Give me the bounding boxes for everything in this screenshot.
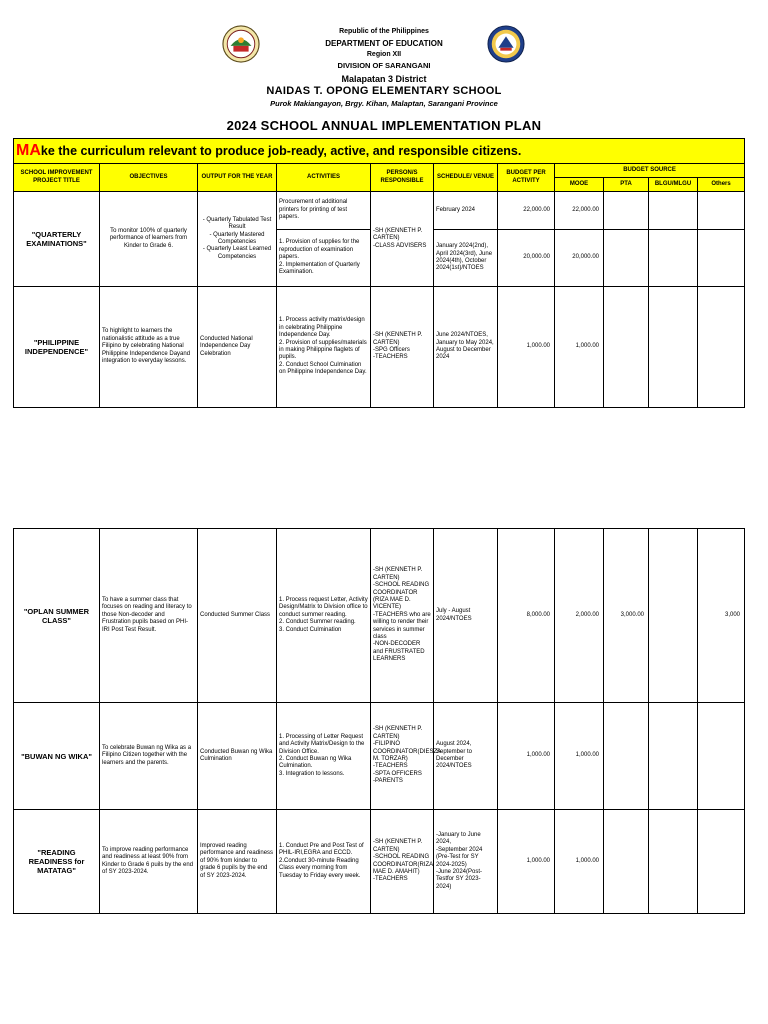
activity-cell: Procurement of additional printers for printing of test papers. [277, 192, 371, 230]
region-text: Region XII [366, 51, 402, 58]
output-cell: Conducted Buwan ng Wika Culmination [198, 703, 277, 810]
pta-cell: 3,000.00 [604, 529, 649, 703]
others-cell [698, 192, 745, 230]
school-address: Purok Makiangayon, Brgy. Kihan, Malaptan, Sarangani Province [270, 99, 498, 108]
header-row [14, 164, 745, 178]
project-title: "PHILIPPINE INDEPENDENCE" [14, 287, 100, 408]
others-cell [698, 703, 745, 810]
blgu-cell [649, 192, 698, 230]
plan-title: 2024 SCHOOL ANNUAL IMPLEMENTATION PLAN [226, 118, 542, 133]
pta-cell [604, 230, 649, 287]
pta-cell [604, 810, 649, 914]
col-pta: PTA [604, 178, 649, 192]
mooe-cell: 20,000.00 [555, 230, 604, 287]
budget-cell: 20,000.00 [498, 230, 555, 287]
activities-cell: 1. Process activity matrix/design in celebrating Philippine Independence Day. 2. Provision of supplies/materials in making Philippine flaglets of pupils. 2. Conduct School Culmination on Philippine Independence Day. [277, 287, 371, 408]
objectives-cell: To improve reading performance and readiness at least 90% from Kinder to Grade 6 puils by the end of SY 2023-2024. [100, 810, 198, 914]
schedule-cell: February 2024 [434, 192, 498, 230]
col-budget-source: BUDGET SOURCE [555, 164, 745, 178]
mooe-cell: 2,000.00 [555, 529, 604, 703]
project-title: "QUARTERLY EXAMINATIONS" [14, 192, 100, 287]
schedule-cell: January 2024(2nd), April 2024(3rd), June 2024(4th), October 2024(1st)/NTOES [434, 230, 498, 287]
mooe-cell: 1,000.00 [555, 287, 604, 408]
pta-cell [604, 287, 649, 408]
persons-cell: -SH (KENNETH P. CARTEN) -SPG Officers -TEACHERS [371, 287, 434, 408]
others-cell: 3,000 [698, 529, 745, 703]
document-header [0, 26, 768, 109]
budget-cell: 1,000.00 [498, 287, 555, 408]
pta-cell [604, 703, 649, 810]
table-row [14, 192, 745, 230]
others-cell [698, 810, 745, 914]
objectives-cell: To highlight to learners the nationalistic attitude as a true Filipino by celebrating National Philippine Independence Dayand integration to everyday lessons. [100, 287, 198, 408]
goal-statement [14, 139, 745, 164]
persons-cell: -SH (KENNETH P. CARTEN) -CLASS ADVISERS [371, 192, 434, 287]
persons-cell: -SH (KENNETH P. CARTEN) -FILIPINO COORDINATOR(DIESZA M. TORZAR) -TEACHERS -SPTA OFFICERS -PARENTS [371, 703, 434, 810]
implementation-plan-table-2 [13, 528, 745, 914]
objectives-cell: To have a summer class that focuses on reading and literacy to those Non-decoder and Frustration pupils based on PHI-IRI Post Test Result. [100, 529, 198, 703]
table-row [14, 703, 745, 810]
school-name: NAIDAS T. OPONG ELEMENTARY SCHOOL [266, 85, 502, 97]
pta-cell [604, 192, 649, 230]
activity-cell: 1. Provision of supplies for the reproduction of examination papers. 2. Implementation of Quarterly Examination. [277, 230, 371, 287]
blgu-cell [649, 230, 698, 287]
objectives-cell: To monitor 100% of quarterly performance of learners from Kinder to Grade 6. [100, 192, 198, 287]
col-project-title: SCHOOL IMPROVEMENT PROJECT TITLE [14, 164, 100, 192]
blgu-cell [649, 529, 698, 703]
col-schedule: SCHEDULE/ VENUE [434, 164, 498, 192]
table-row [14, 287, 745, 408]
schedule-cell: July - August 2024/NTOES [434, 529, 498, 703]
output-cell: Conducted Summer Class [198, 529, 277, 703]
budget-cell: 1,000.00 [498, 810, 555, 914]
others-cell [698, 287, 745, 408]
activities-cell: 1. Process request Letter, Activity Design/Matrix to Division office to conduct summer reading. 2. Conduct Summer reading. 3. Conduct Culmination [277, 529, 371, 703]
goal-rest: ke the curriculum relevant to produce job-ready, active, and responsible citizens. [40, 144, 522, 158]
district-text: Malapatan 3 District [341, 74, 427, 84]
col-others: Others [698, 178, 745, 192]
mooe-cell: 1,000.00 [555, 810, 604, 914]
col-output: OUTPUT FOR THE YEAR [198, 164, 277, 192]
mooe-cell: 1,000.00 [555, 703, 604, 810]
activities-cell: 1. Processing of Letter Request and Activity Matrix/Design to the Division Office. 2. Conduct Buwan ng Wika Culmination. 3. Integration to lessons. [277, 703, 371, 810]
schedule-cell: June 2024/NTOES, January to May 2024, August to December 2024 [434, 287, 498, 408]
department-text: DEPARTMENT OF EDUCATION [325, 39, 443, 48]
schedule-cell: August 2024, September to December 2024/NTOES [434, 703, 498, 810]
output-cell: Improved reading performance and readiness of 90% from kinder to grade 6 pupils by the end of SY 2023-2024. [198, 810, 277, 914]
schedule-cell: -January to June 2024, -September 2024 (Pre-Test for SY 2024-2025) -June 2024(Post-Testfor SY 2023-2024) [434, 810, 498, 914]
persons-cell: -SH (KENNETH P. CARTEN) -SCHOOL READING COORDINATOR (RIZA MAE D. VICENTE) -TEACHERS who are willing to render their services in summer class -NON-DECODER and FRUSTRATED LEARNERS [371, 529, 434, 703]
mooe-cell: 22,000.00 [555, 192, 604, 230]
project-title: "OPLAN SUMMER CLASS" [14, 529, 100, 703]
table-row [14, 810, 745, 914]
blgu-cell [649, 287, 698, 408]
others-cell [698, 230, 745, 287]
table-row [14, 529, 745, 703]
goal-prefix: MA [16, 142, 41, 159]
persons-cell: -SH (KENNETH P. CARTEN) -SCHOOL READING COORDINATOR(RIZA MAE D. AMAHIT) -TEACHERS [371, 810, 434, 914]
blgu-cell [649, 703, 698, 810]
col-blgu: BLGU/MLGU [649, 178, 698, 192]
budget-cell: 8,000.00 [498, 529, 555, 703]
col-budget-per-activity: BUDGET PER ACTIVITY [498, 164, 555, 192]
division-text: DIVISION OF SARANGANI [337, 61, 431, 70]
output-cell: Conducted National Independence Day Celebration [198, 287, 277, 408]
col-persons: PERSON/S RESPONSIBLE [371, 164, 434, 192]
budget-cell: 1,000.00 [498, 703, 555, 810]
project-title: "READING READINESS for MATATAG" [14, 810, 100, 914]
activities-cell: 1. Conduct Pre and Post Test of PHIL-IRI,EGRA and ECCD. 2.Conduct 30-minute Reading Class every morning from Tuesday to Friday every week. [277, 810, 371, 914]
objectives-cell: To celebrate Buwan ng Wika as a Filipino Citizen together with the learners and the parents. [100, 703, 198, 810]
republic-text: Republic of the Philippines [339, 28, 429, 35]
implementation-plan-table-1 [13, 138, 745, 408]
output-cell: - Quarterly Tabulated Test Result - Quarterly Mastered Competencies - Quarterly Least Learned Competencies [198, 192, 277, 287]
col-objectives: OBJECTIVES [100, 164, 198, 192]
col-mooe: MOOE [555, 178, 604, 192]
project-title: "BUWAN NG WIKA" [14, 703, 100, 810]
blgu-cell [649, 810, 698, 914]
budget-cell: 22,000.00 [498, 192, 555, 230]
goal-row [14, 139, 745, 164]
col-activities: ACTIVITIES [277, 164, 371, 192]
